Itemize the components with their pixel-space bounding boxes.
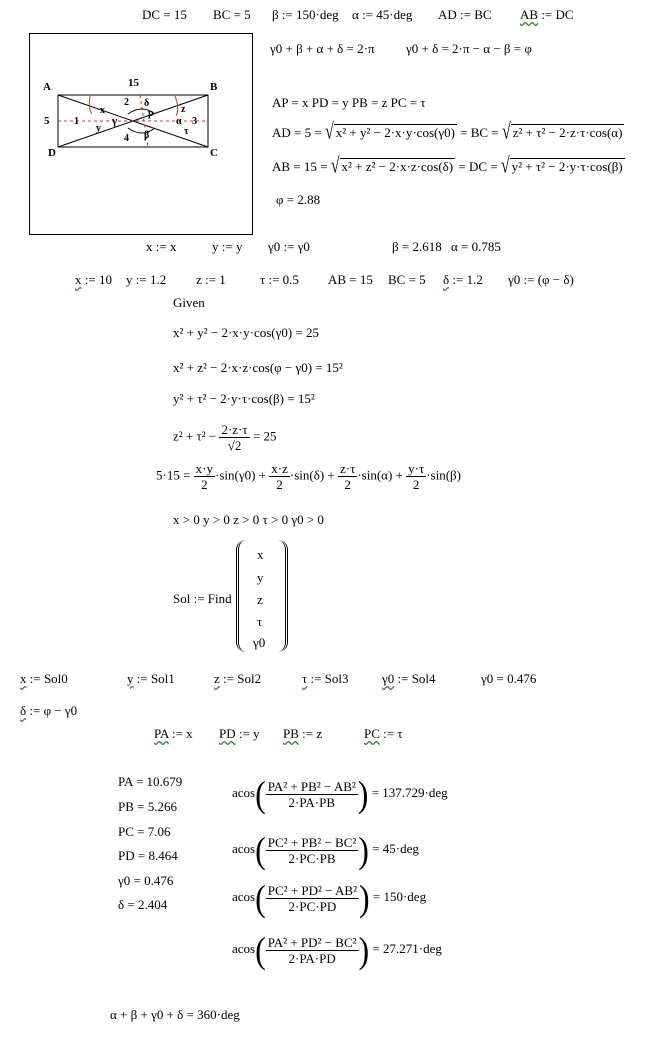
beta-label: β: [144, 130, 150, 141]
def-bc: BC = 5: [213, 7, 251, 22]
phi-value: φ = 2.88: [276, 192, 321, 207]
vertex-d-label: D: [48, 147, 56, 159]
result-pc: PC = 7.06: [118, 824, 171, 839]
given-eq-1: x² + y² − 2·x·y·cos(γ0) = 25: [173, 325, 320, 340]
result-pd: PD = 8.464: [118, 848, 178, 863]
guess-z: z := 1: [196, 272, 226, 287]
segment-1-label: 1: [74, 116, 79, 127]
guess-delta: δ := 1.2: [443, 272, 483, 287]
y-label: y: [96, 123, 101, 134]
given-eq-3: y² + τ² − 2·y·τ·cos(β) = 15²: [173, 391, 315, 406]
x-label: x: [100, 105, 105, 116]
top-side-label: 15: [128, 77, 139, 89]
segment-2-label: 2: [124, 97, 129, 108]
y-identity: y := y: [212, 239, 243, 254]
guess-tau: τ := 0.5: [260, 272, 299, 287]
find-var-gamma: γ0: [253, 635, 266, 650]
find-var-y: y: [257, 570, 264, 585]
vertex-c-label: C: [210, 147, 218, 159]
ab-law-cosines: AB = 15 = √ x² + z² − 2·x·z·cos(δ) = DC = √ y² + τ² − 2·y·τ·cos(β): [272, 154, 623, 179]
assign-gamma: γ0 := Sol4: [382, 671, 436, 686]
def-pc: PC := τ: [364, 726, 403, 741]
gamma-identity: γ0 := γ0: [268, 239, 310, 254]
find-var-x: x: [257, 547, 264, 562]
assign-y: y := Sol1: [127, 671, 175, 686]
angle-sum-eq: γ0 + β + α + δ = 2·π: [270, 41, 375, 56]
def-pd: PD := y: [219, 726, 260, 741]
given-inequalities: x > 0 y > 0 z > 0 τ > 0 γ0 > 0: [173, 512, 324, 527]
final-angle-sum: α + β + γ0 + δ = 360·deg: [110, 1007, 240, 1022]
assign-tau: τ := Sol3: [302, 671, 349, 686]
beta-value: β = 2.618: [392, 239, 442, 254]
bc-value: BC = 5: [388, 272, 426, 287]
gamma-label: γ: [112, 115, 118, 127]
def-beta: β := 150·deg: [272, 7, 339, 22]
gamma-result: γ0 = 0.476: [481, 671, 537, 686]
delta-label: δ: [144, 98, 150, 109]
find-label: Sol := Find: [173, 591, 232, 606]
left-side-label: 5: [44, 115, 50, 127]
def-dc: DC = 15: [142, 7, 187, 22]
point-p-label: p: [148, 108, 154, 119]
ab-value: AB = 15: [328, 272, 373, 287]
find-vector: [236, 540, 288, 652]
def-pb: PB := z: [283, 726, 323, 741]
vertex-a-label: A: [43, 81, 51, 93]
given-eq-4: z² + τ² − $\frac{2\cdot z\cdot\tau}{√2}$ = 25: [173, 422, 277, 453]
segment-4-label: 4: [124, 133, 129, 144]
segment-defs: AP = x PD = y PB = z PC = τ: [272, 95, 426, 110]
segment-3-label: 3: [192, 116, 197, 127]
given-eq-2: x² + z² − 2·x·z·cos(φ − γ0) = 15²: [173, 360, 343, 375]
alpha-label: α: [176, 116, 182, 127]
given-eq-5: 5·15 = $\frac{x\cdot y}{2}$ ·sin(γ0) + $\frac{x\cdot z}{2}$ ·sin(δ) + $\frac{z\cdot\tau}{2}$ ·sin(α) + $\frac{y\cdot\tau}{2}$ ·sin(β): [156, 461, 461, 492]
given-label: Given: [173, 295, 205, 310]
acos-row-2: acos( $\frac{\text{PC² + PB² − BC²}}{2\cdot PC\cdot PB}$ ) = 45·deg: [232, 829, 419, 871]
result-gamma: γ0 = 0.476: [118, 873, 174, 888]
assign-z: z := Sol2: [214, 671, 262, 686]
z-label: z: [181, 104, 186, 115]
def-ab: AB := DC: [520, 7, 574, 22]
result-pb: PB = 5.266: [118, 799, 177, 814]
ad-law-cosines: AD = 5 = √ x² + y² − 2·x·y·cos(γ0) = BC = √ z² + τ² − 2·z·τ·cos(α): [272, 120, 623, 145]
def-alpha: α := 45·deg: [352, 7, 413, 22]
alpha-value: α = 0.785: [451, 239, 501, 254]
find-var-tau: τ: [257, 614, 263, 629]
result-delta: δ = 2.404: [118, 897, 168, 912]
phi-def-eq: γ0 + δ = 2·π − α − β = φ: [406, 41, 532, 56]
acos-row-1: acos( $\frac{\text{PA² + PB² − AB²}}{2\cdot PA\cdot PB}$ ) = 137.729·deg: [232, 773, 448, 815]
def-pa: PA := x: [154, 726, 193, 741]
diagram-svg: [30, 34, 252, 234]
result-pa: PA = 10.679: [118, 774, 183, 789]
assign-delta: δ := φ − γ0: [20, 703, 78, 718]
x-identity: x := x: [146, 239, 177, 254]
find-var-z: z: [257, 592, 263, 607]
assign-x: x := Sol0: [20, 671, 68, 686]
acos-row-3: acos( $\frac{\text{PC² + PD² − AB²}}{2\cdot PC\cdot PD}$ ) = 150·deg: [232, 877, 427, 919]
def-ad: AD := BC: [438, 7, 492, 22]
tau-label: τ: [184, 126, 189, 137]
guess-gamma: γ0 := (φ − δ): [508, 272, 574, 287]
acos-row-4: acos( $\frac{\text{PA² + PD² − BC²}}{2\cdot PA\cdot PD}$ ) = 27.271·deg: [232, 929, 442, 971]
guess-y: y := 1.2: [126, 272, 167, 287]
guess-x: x := 10: [75, 272, 112, 287]
geometry-diagram: [29, 33, 253, 235]
vertex-b-label: B: [210, 81, 218, 93]
